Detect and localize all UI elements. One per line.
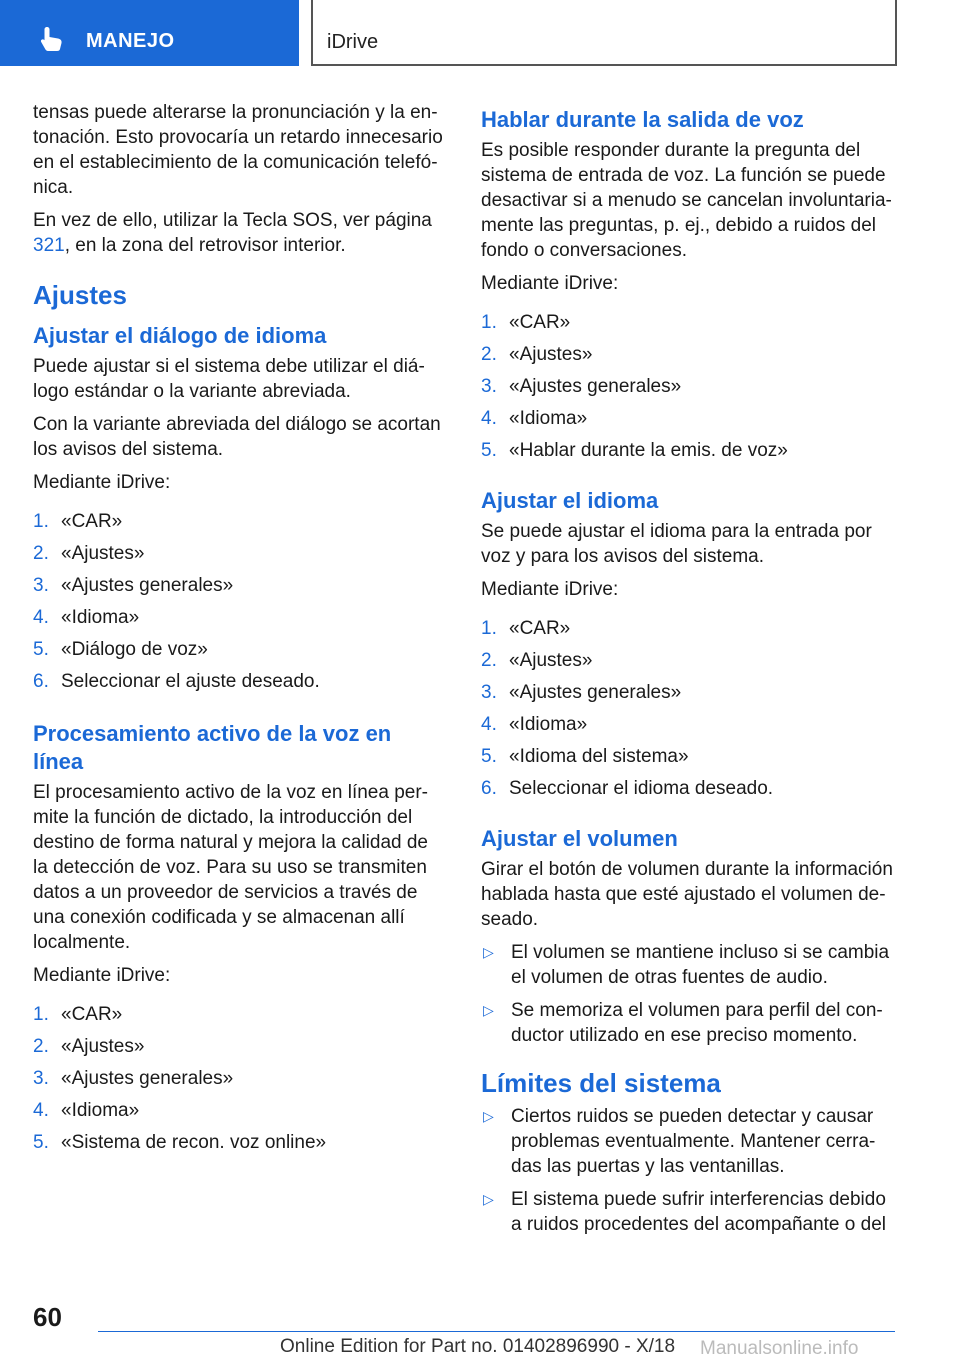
watermark: Manualsonline.info — [700, 1338, 859, 1359]
heading-idioma: Ajustar el idioma — [481, 488, 659, 513]
hand-pointer-icon — [38, 25, 66, 53]
page-link[interactable]: 321 — [33, 235, 65, 256]
list-item: 4. «Idioma» — [481, 408, 588, 429]
heading-limites: Límites del sistema — [481, 1068, 721, 1098]
list-item: 4. «Idioma» — [481, 714, 588, 735]
list-item: 3. «Ajustes generales» — [33, 575, 234, 596]
list-item: 6. Seleccionar el ajuste deseado. — [33, 671, 320, 692]
list-item: 2. «Ajustes» — [481, 344, 593, 365]
right-column — [481, 100, 893, 1251]
list-item: 5. «Idioma del sistema» — [481, 746, 689, 767]
triangle-bullet-icon: ▷ — [483, 944, 494, 960]
triangle-bullet-icon: ▷ — [483, 1002, 494, 1018]
list-item: 5. «Sistema de recon. voz online» — [33, 1132, 327, 1153]
list-item: ▷ El volumen se mantiene incluso si se cambia el volumen de otras fuentes de audio. — [483, 942, 890, 988]
list-item: 2. «Ajustes» — [33, 543, 145, 564]
paragraph: tensas puede alterarse la pronunciación y la entonación. Esto provocaría un retardo innecesario en el establecimiento de la comunicación telefónica. — [33, 102, 443, 198]
list-item: ▷ El sistema puede sufrir interferencias debido a ruidos procedentes del acompañante o del — [483, 1189, 886, 1235]
heading-ajustes: Ajustes — [33, 280, 127, 310]
paragraph: Se puede ajustar el idioma para la entrada por voz y para los avisos del sistema. — [481, 521, 872, 567]
heading-volumen: Ajustar el volumen — [481, 826, 678, 851]
hablar-steps — [481, 310, 893, 463]
footer-edition: Online Edition for Part no. 01402896990 - X/18 — [280, 1336, 676, 1357]
list-item: 1. «CAR» — [33, 511, 123, 532]
paragraph: Mediante iDrive: — [481, 579, 619, 600]
left-column — [33, 100, 445, 1175]
paragraph: Con la variante abreviada del diálogo se acortan los avisos del sistema. — [33, 414, 441, 460]
chapter-title: iDrive — [327, 31, 379, 53]
list-item: ▷ Se memoriza el volumen para perfil del conductor utilizado en ese preciso momento. — [483, 1000, 883, 1046]
limites-bullets — [481, 1104, 893, 1237]
section-tab — [0, 0, 299, 66]
list-item: 6. Seleccionar el idioma deseado. — [481, 778, 774, 799]
list-item: 2. «Ajustes» — [33, 1036, 145, 1057]
list-item: 2. «Ajustes» — [481, 650, 593, 671]
heading-dialogo: Ajustar el diálogo de idioma — [33, 323, 327, 348]
list-item: 1. «CAR» — [481, 312, 571, 333]
paragraph: Mediante iDrive: — [33, 472, 171, 493]
list-item: 3. «Ajustes generales» — [33, 1068, 234, 1089]
triangle-bullet-icon: ▷ — [483, 1108, 494, 1124]
list-item: 3. «Ajustes generales» — [481, 376, 682, 397]
footer-divider — [98, 1331, 895, 1332]
list-item: 5. «Hablar durante la emis. de voz» — [481, 440, 788, 461]
paragraph: El procesamiento activo de la voz en línea permite la función de dictado, la introducción del destino de forma natural y mejora la calidad de la detección de voz. Para su uso se transmiten datos a un proveedor de servicios a través de una conexión codificada y se almacenan allí localmente. — [33, 782, 429, 953]
paragraph: Mediante iDrive: — [33, 965, 171, 986]
idioma-steps — [481, 616, 893, 801]
list-item: ▷ Ciertos ruidos se pueden detectar y causar problemas eventualmente. Mantener cerradas las puertas y las ventanillas. — [483, 1106, 876, 1177]
list-item: 1. «CAR» — [33, 1004, 123, 1025]
paragraph: Es posible responder durante la pregunta del sistema de entrada de voz. La función se puede desactivar si a menudo se cancelan involuntariamente las preguntas, p. ej., debido a ruidos del fondo o conversaciones. — [481, 140, 892, 261]
chapter-title-box — [311, 0, 897, 66]
list-item: 5. «Diálogo de voz» — [33, 639, 208, 660]
list-item: 1. «CAR» — [481, 618, 571, 639]
dialogo-steps — [33, 509, 445, 694]
list-item: 4. «Idioma» — [33, 607, 140, 628]
volumen-bullets — [481, 940, 893, 1048]
paragraph: Mediante iDrive: — [481, 273, 619, 294]
paragraph: Puede ajustar si el sistema debe utilizar el diálogo estándar o la variante abreviada. — [33, 356, 425, 402]
heading-procesamiento: Procesamiento activo de la voz en línea — [33, 721, 392, 774]
triangle-bullet-icon: ▷ — [483, 1191, 494, 1207]
list-item: 3. «Ajustes generales» — [481, 682, 682, 703]
paragraph: En vez de ello, utilizar la Tecla SOS, ver página 321, en la zona del retrovisor interior. — [33, 210, 432, 256]
paragraph: Girar el botón de volumen durante la información hablada hasta que esté ajustado el volumen deseado. — [481, 859, 893, 930]
section-label: MANEJO — [86, 30, 175, 52]
heading-hablar: Hablar durante la salida de voz — [481, 107, 804, 132]
procesamiento-steps — [33, 1002, 445, 1155]
list-item: 4. «Idioma» — [33, 1100, 140, 1121]
page-number: 60 — [33, 1302, 62, 1332]
